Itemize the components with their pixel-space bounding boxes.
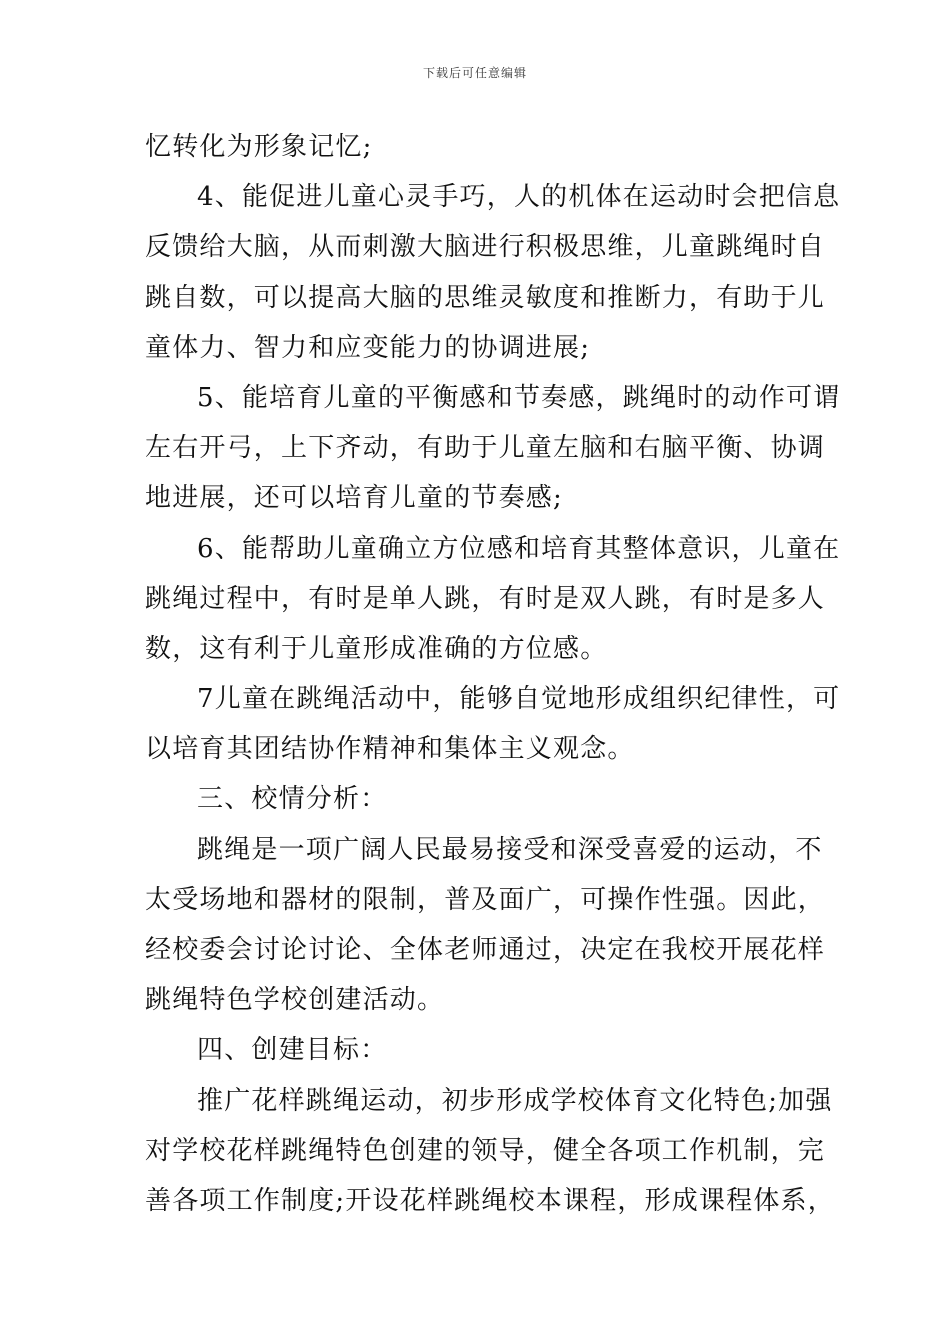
text-line: 经校委会讨论讨论、全体老师通过，决定在我校开展花样 <box>145 935 826 965</box>
text-line: 善各项工作制度;开设花样跳绳校本课程，形成课程体系， <box>145 1185 835 1216</box>
text-line: 忆转化为形象记忆; <box>145 132 373 162</box>
text-line: 跳绳是一项广阔人民最易接受和深受喜爱的运动，不 <box>197 834 823 865</box>
text-line: 对学校花样跳绳特色创建的领导，健全各项工作机制，完 <box>145 1135 826 1166</box>
section-heading: 三、校情分析： <box>197 784 388 815</box>
text-line: 反馈给大脑，从而刺激大脑进行积极思维，儿童跳绳时自 <box>145 232 826 263</box>
text-line: 数，这有利于儿童形成准确的方位感。 <box>145 633 608 664</box>
text-line: 跳绳特色学校创建活动。 <box>145 985 445 1016</box>
text-line: 7儿童在跳绳活动中，能够自觉地形成组织纪律性，可 <box>197 684 841 715</box>
page-header: 下载后可任意编辑 <box>422 66 527 80</box>
text-line: 跳自数，可以提高大脑的思维灵敏度和推断力，有助于儿 <box>145 282 826 313</box>
document-body <box>145 122 841 1226</box>
text-line: 5、能培育儿童的平衡感和节奏感，跳绳时的动作可谓 <box>197 382 841 413</box>
text-line: 推广花样跳绳运动，初步形成学校体育文化特色;加强 <box>197 1085 833 1116</box>
text-line: 童体力、智力和应变能力的协调进展; <box>145 332 591 363</box>
text-line: 以培育其团结协作精神和集体主义观念。 <box>145 734 635 765</box>
text-line: 跳绳过程中，有时是单人跳，有时是双人跳，有时是多人 <box>145 583 826 614</box>
section-heading: 四、创建目标： <box>197 1035 388 1066</box>
text-line: 太受场地和器材的限制，普及面广，可操作性强。因此， <box>145 884 826 915</box>
text-line: 地进展，还可以培育儿童的节奏感; <box>145 483 563 514</box>
text-line: 左右开弓，上下齐动，有助于儿童左脑和右脑平衡、协调 <box>145 433 826 464</box>
text-line: 6、能帮助儿童确立方位感和培育其整体意识，儿童在 <box>197 533 841 564</box>
text-line: 4、能促进儿童心灵手巧，人的机体在运动时会把信息 <box>197 182 841 213</box>
